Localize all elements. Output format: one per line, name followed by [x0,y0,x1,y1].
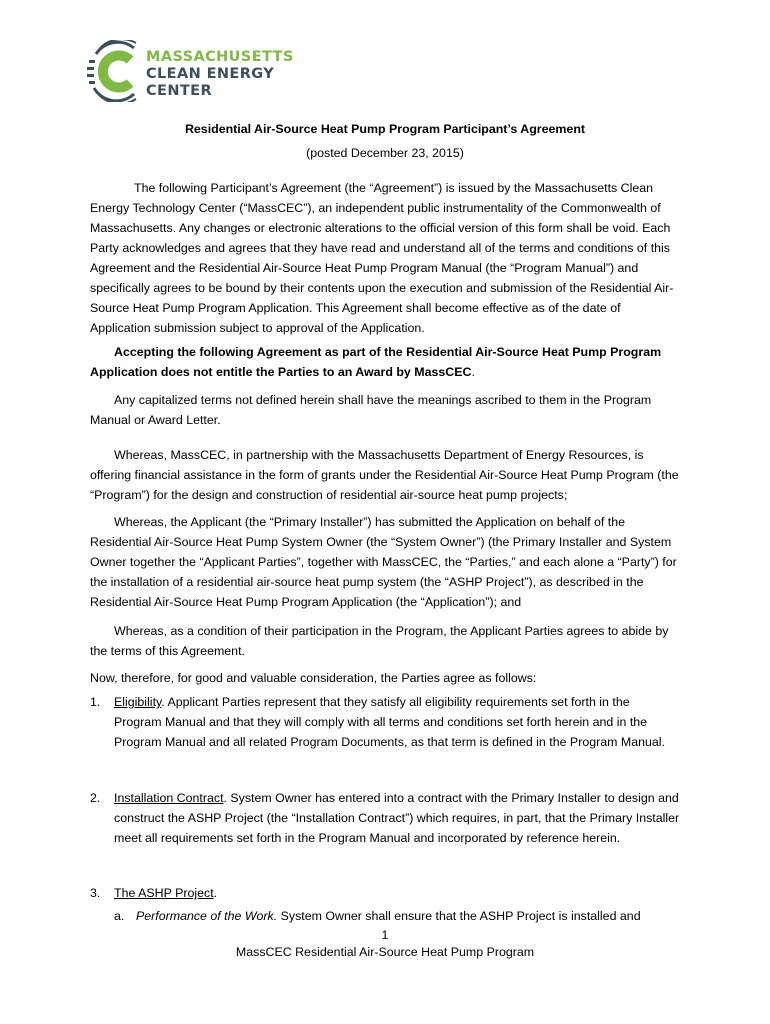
list-item-eligibility: 1. Eligibility. Applicant Parties represent that they satisfy all eligibility requirements set forth in the Program Manual and that they will comply with all terms and conditions set forth herein and in the Program Manual and all related Program Documents, as that term is defined in the Program Manual. [90,695,665,749]
masscec-logo [86,40,306,110]
list-item-installation-contract: 2. Installation Contract. System Owner has entered into a contract with the Primary Installer to design and construct the ASHP Project (the “Installation Contract”) which requires, in part, that the Primary Installer meet all requirements set forth in the Program Manual and incorporated by reference herein. [90,791,680,845]
list-item-ashp-project: 3. The ASHP Project. [90,886,218,900]
whereas-paragraph-1: Whereas, MassCEC, in partnership with the Massachusetts Department of Energy Resources, is offering financial assistance in the form of grants under the Residential Air-Source Heat Pump Program (the “Program”) for the design and construction of residential air-source heat pump projects; [90,448,679,502]
whereas-paragraph-2: Whereas, the Applicant (the “Primary Installer”) has submitted the Application on behalf of the Residential Air-Source Heat Pump System Owner (the “System Owner”) (the Primary Installer and System Owner together the “Applicant Parties”, together with MassCEC, the “Parties,” and each alone a “Party”) for the installation of a residential air-source heat pump system (the “ASHP Project”), as described in the Residential Air-Source Heat Pump Program Application (the “Application”); and [90,515,677,609]
definitions-paragraph: Any capitalized terms not defined herein shall have the meanings ascribed to them in the Program Manual or Award Letter. [90,393,652,427]
masscec-logo-icon [86,40,142,102]
logo-line-1: MASSACHUSETTS [146,49,294,65]
disclaimer-paragraph: Accepting the following Agreement as part of the Residential Air-Source Heat Pump Program Application does not entitle the Parties to an Award by MassCEC. [90,345,662,379]
intro-paragraph: The following Participant’s Agreement (the “Agreement”) is issued by the Massachusetts Clean Energy Technology Center (“MassCEC”), an independent public instrumentality of the Commonwealth of Massachusetts. Any changes or electronic alterations to the official version of this form shall be void. Each Party acknowledges and agrees that they have read and understand all of the terms and conditions of this Agreement and the Residential Air-Source Heat Pump Program Manual (the “Program Manual”) and specifically agrees to be bound by their contents upon the execution and submission of the Residential Air-Source Heat Pump Program Application. This Agreement shall become effective as of the date of Application submission subject to approval of the Application. [90,181,674,335]
sub-item-heading: Performance of the Work. [136,909,278,923]
page-number: 1 [381,928,389,942]
item-heading: The ASHP Project [114,886,214,900]
whereas-paragraph-3: Whereas, as a condition of their participation in the Program, the Applicant Parties agrees to abide by the terms of this Agreement. [90,624,669,658]
document-title: Residential Air-Source Heat Pump Program Participant’s Agreement [184,122,586,136]
disclaimer-bold: Accepting the following Agreement as part of the Residential Air-Source Heat Pump Program Application does not entitle the Parties to an Award by MassCEC [90,345,662,379]
item-heading: Installation Contract [114,791,224,805]
logo-line-2: CLEAN ENERGY [146,66,275,82]
sub-item-performance: a. Performance of the Work. System Owner shall ensure that the ASHP Project is installed and [114,909,641,923]
now-therefore-paragraph: Now, therefore, for good and valuable consideration, the Parties agree as follows: [90,671,537,685]
logo-line-3: CENTER [146,83,213,99]
item-heading: Eligibility [114,695,162,709]
posted-date: (posted December 23, 2015) [306,146,464,160]
footer-label: MassCEC Residential Air-Source Heat Pump Program [235,945,535,959]
